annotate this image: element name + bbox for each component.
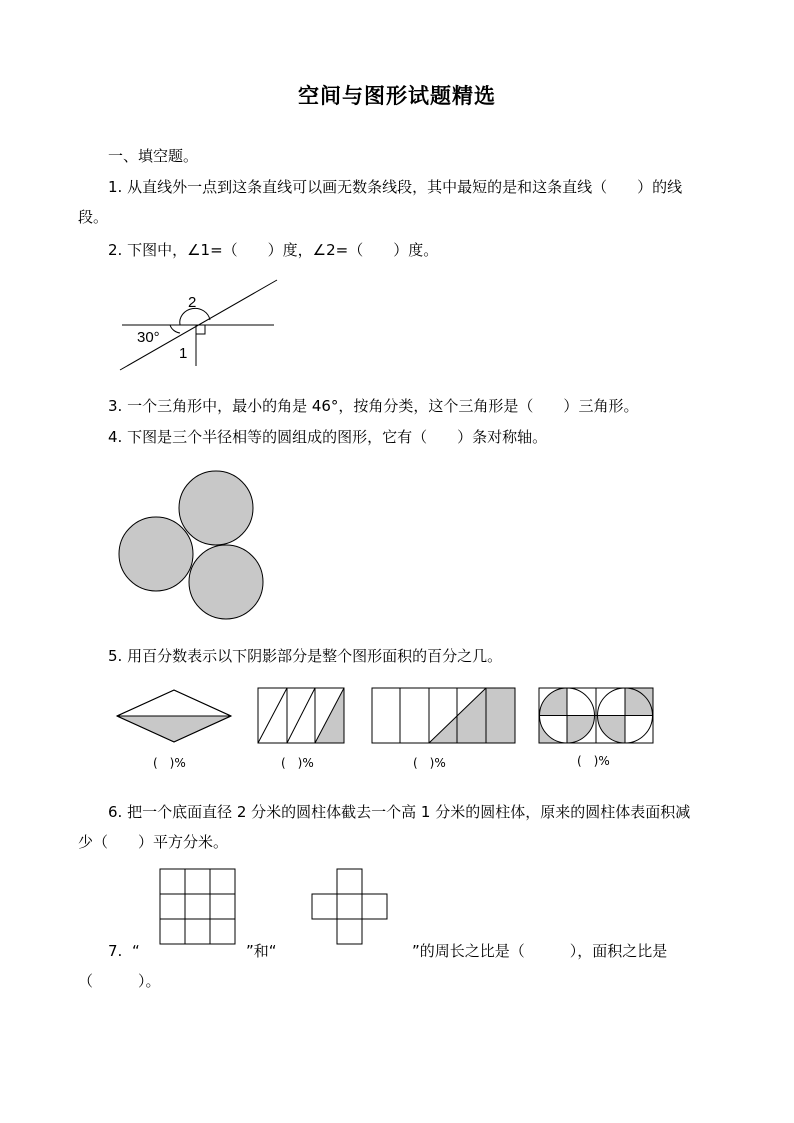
question-7-rest: ”的周长之比是（ ），面积之比是: [412, 942, 668, 960]
shape-triangle-rect: [370, 686, 518, 746]
question-2: 2. 下图中，∠1=（ ）度，∠2=（ ）度。: [108, 241, 439, 259]
answer-blank-4: ( )%: [577, 754, 610, 768]
three-circles-figure: [110, 465, 270, 625]
circle-top: [179, 471, 253, 545]
question-1-line-1: 1. 从直线外一点到这条直线可以画无数条线段，其中最短的是和这条直线（ ）的线: [108, 178, 683, 196]
shape-rhombus: [115, 686, 233, 746]
answer-blank-1: ( )%: [153, 756, 186, 770]
angle-figure: [110, 278, 290, 378]
section-heading: 一、填空题。: [108, 147, 199, 165]
question-4: 4. 下图是三个半径相等的圆组成的图形，它有（ ）条对称轴。: [108, 428, 548, 446]
angle-30-arc: [170, 325, 180, 333]
question-7-line-2: （ ）。: [78, 972, 161, 990]
grid-3x3-figure: [159, 868, 237, 946]
question-6-line-2: 少（ ）平方分米。: [78, 833, 229, 851]
circle-left: [119, 517, 193, 591]
answer-blank-3: ( )%: [413, 756, 446, 770]
label-2: 2: [188, 294, 197, 311]
answer-blank-2: ( )%: [281, 756, 314, 770]
label-1: 1: [179, 345, 188, 362]
question-7-number: 7.: [108, 942, 123, 960]
question-6-line-1: 6. 把一个底面直径 2 分米的圆柱体截去一个高 1 分米的圆柱体，原来的圆柱体表面积减: [108, 803, 691, 821]
page-title: 空间与图形试题精选: [298, 84, 496, 108]
question-1-line-2: 段。: [78, 208, 109, 226]
question-7-and: ”和“: [246, 942, 277, 960]
question-7-quote-open: “: [132, 942, 140, 960]
shape-circles-rect: [537, 686, 657, 746]
question-5: 5. 用百分数表示以下阴影部分是整个图形面积的百分之几。: [108, 647, 503, 665]
label-30: 30°: [137, 329, 160, 346]
cross-figure: [311, 868, 389, 946]
right-angle-mark: [196, 325, 205, 334]
circle-bottom-right: [189, 545, 263, 619]
shape-parallelogram-rect: [256, 686, 348, 746]
question-3: 3. 一个三角形中，最小的角是 46°，按角分类，这个三角形是（ ）三角形。: [108, 397, 639, 415]
